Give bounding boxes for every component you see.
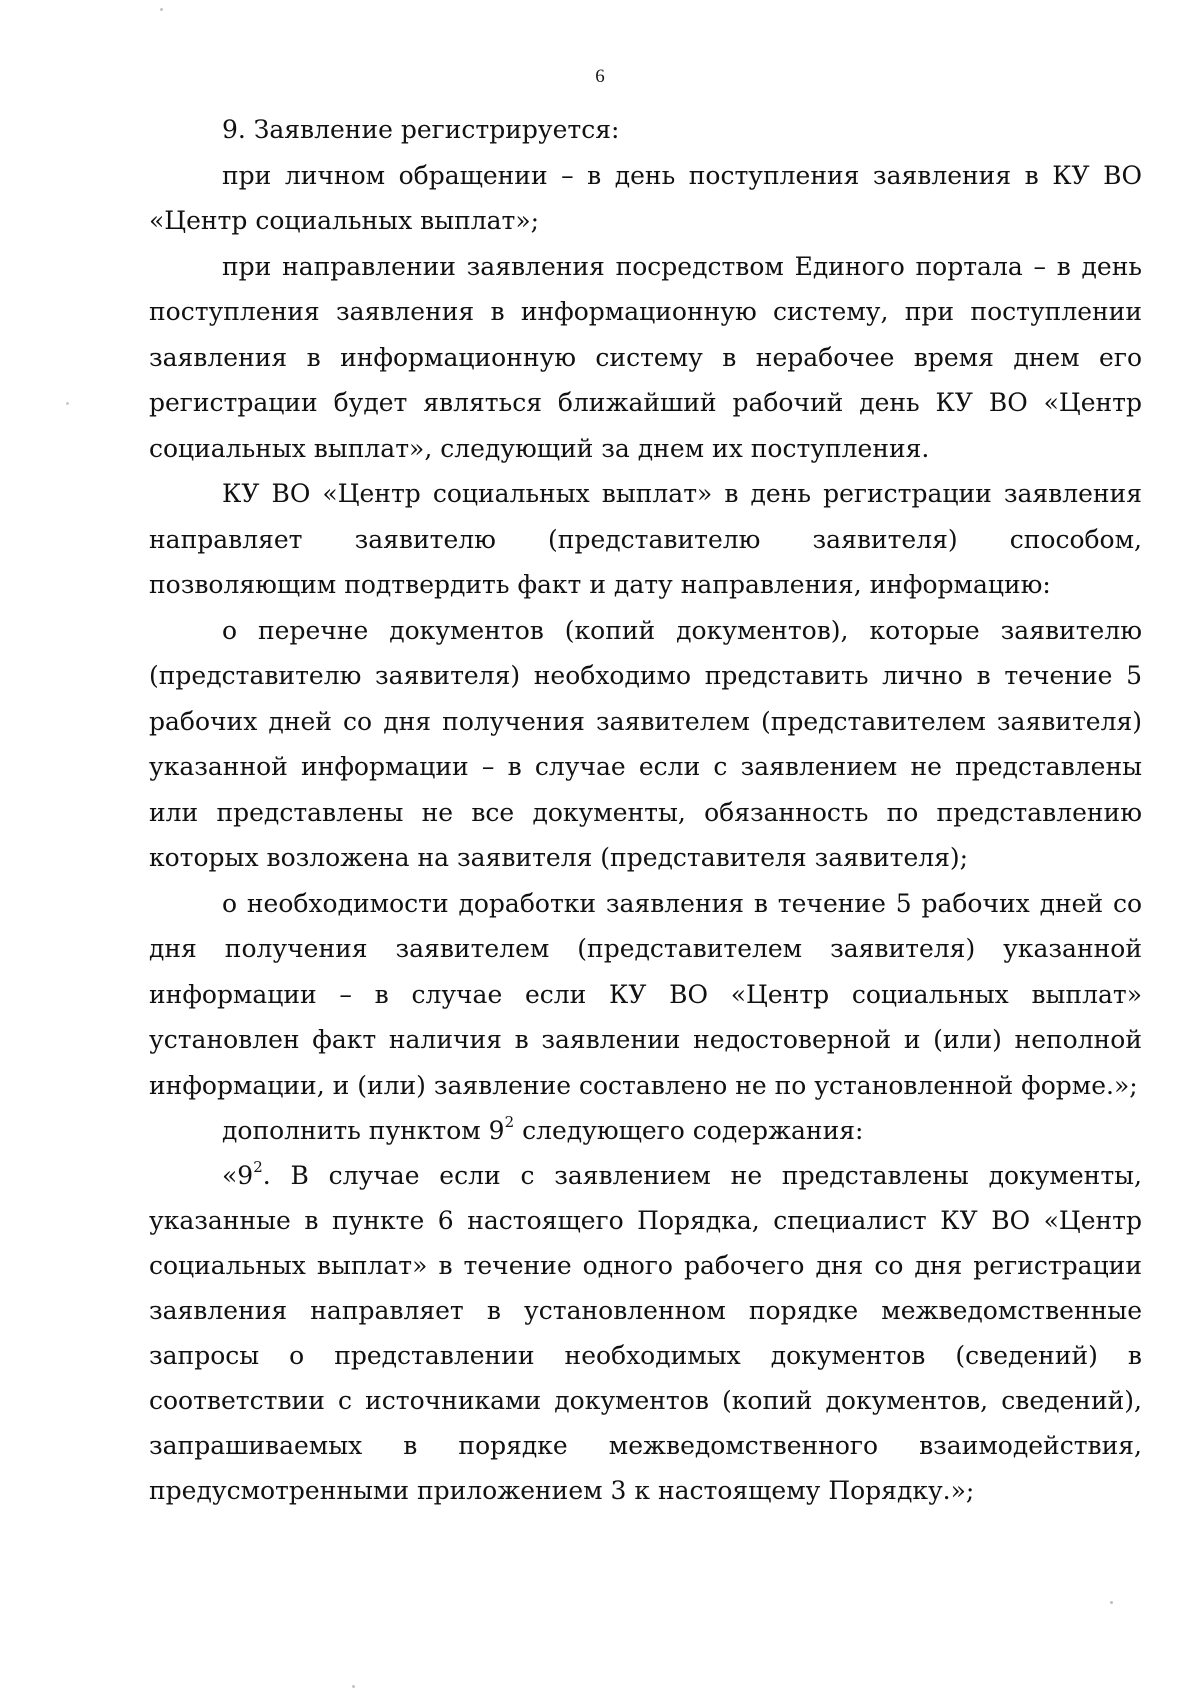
paragraph-text-after: . В случае если с заявлением не представлены документы, указанные в пункте 6 настоящего Порядка, специалист КУ ВО «Центр социальных выплат» в течение одного рабочего дня со дня регистрации заявления направляет в установленном порядке межведомственные запросы о представлении необходимых документов (сведений) в соответствии с источниками документов (копий документов, сведений), запрашиваемых в порядке межведомственного взаимодействия, предусмотренными приложением 3 к настоящему Порядку.»; — [149, 1161, 1142, 1505]
document-body — [149, 107, 1142, 1513]
paragraph-personal-appeal: при личном обращении – в день поступления заявления в КУ ВО «Центр социальных выплат»; — [149, 160, 1142, 235]
paragraph-item-9-heading: 9. Заявление регистрируется: — [222, 115, 620, 144]
paragraph-revision-notice: о необходимости доработки заявления в течение 5 рабочих дней со дня получения заявителем (представителем заявителя) указанной информации – в случае если КУ ВО «Центр социальных выплат» установлен факт наличия в заявлении недостоверной и (или) неполной информации, и (или) заявление составлено не по установленной форме.»; — [149, 888, 1142, 1100]
paragraph-registration-notice: КУ ВО «Центр социальных выплат» в день регистрации заявления направляет заявителю (представителю заявителя) способом, позволяющим подтвердить факт и дату направления, информацию: — [149, 479, 1142, 599]
scan-speck — [352, 1685, 355, 1688]
paragraph-document-list: о перечне документов (копий документов), которые заявителю (представителю заявителя) необходимо представить лично в течение 5 рабочих дней со дня получения заявителем (представителем заявителя) указанной информации – в случае если с заявлением не представлены или представлены не все документы, обязанность по представлению которых возложена на заявителя (представителя заявителя); — [149, 615, 1142, 872]
superscript: 2 — [253, 1157, 263, 1176]
page-number: 6 — [595, 66, 605, 87]
paragraph-text-before: дополнить пунктом 9 — [222, 1116, 505, 1145]
paragraph-item-9-2-text — [149, 1153, 1142, 1513]
superscript: 2 — [504, 1112, 515, 1131]
paragraph-text-after: следующего содержания: — [514, 1116, 864, 1145]
scan-speck — [160, 8, 163, 11]
paragraph-unified-portal: при направлении заявления посредством Единого портала – в день поступления заявления в информационную систему, при поступлении заявления в информационную систему в нерабочее время днем его регистрации будет являться ближайший рабочий день КУ ВО «Центр социальных выплат», следующий за днем их поступления. — [149, 251, 1142, 463]
scan-speck — [66, 402, 69, 405]
paragraph-add-item-9-2 — [149, 1108, 1142, 1153]
scan-speck — [1110, 1601, 1113, 1604]
paragraph-text-before: «9 — [222, 1161, 254, 1190]
